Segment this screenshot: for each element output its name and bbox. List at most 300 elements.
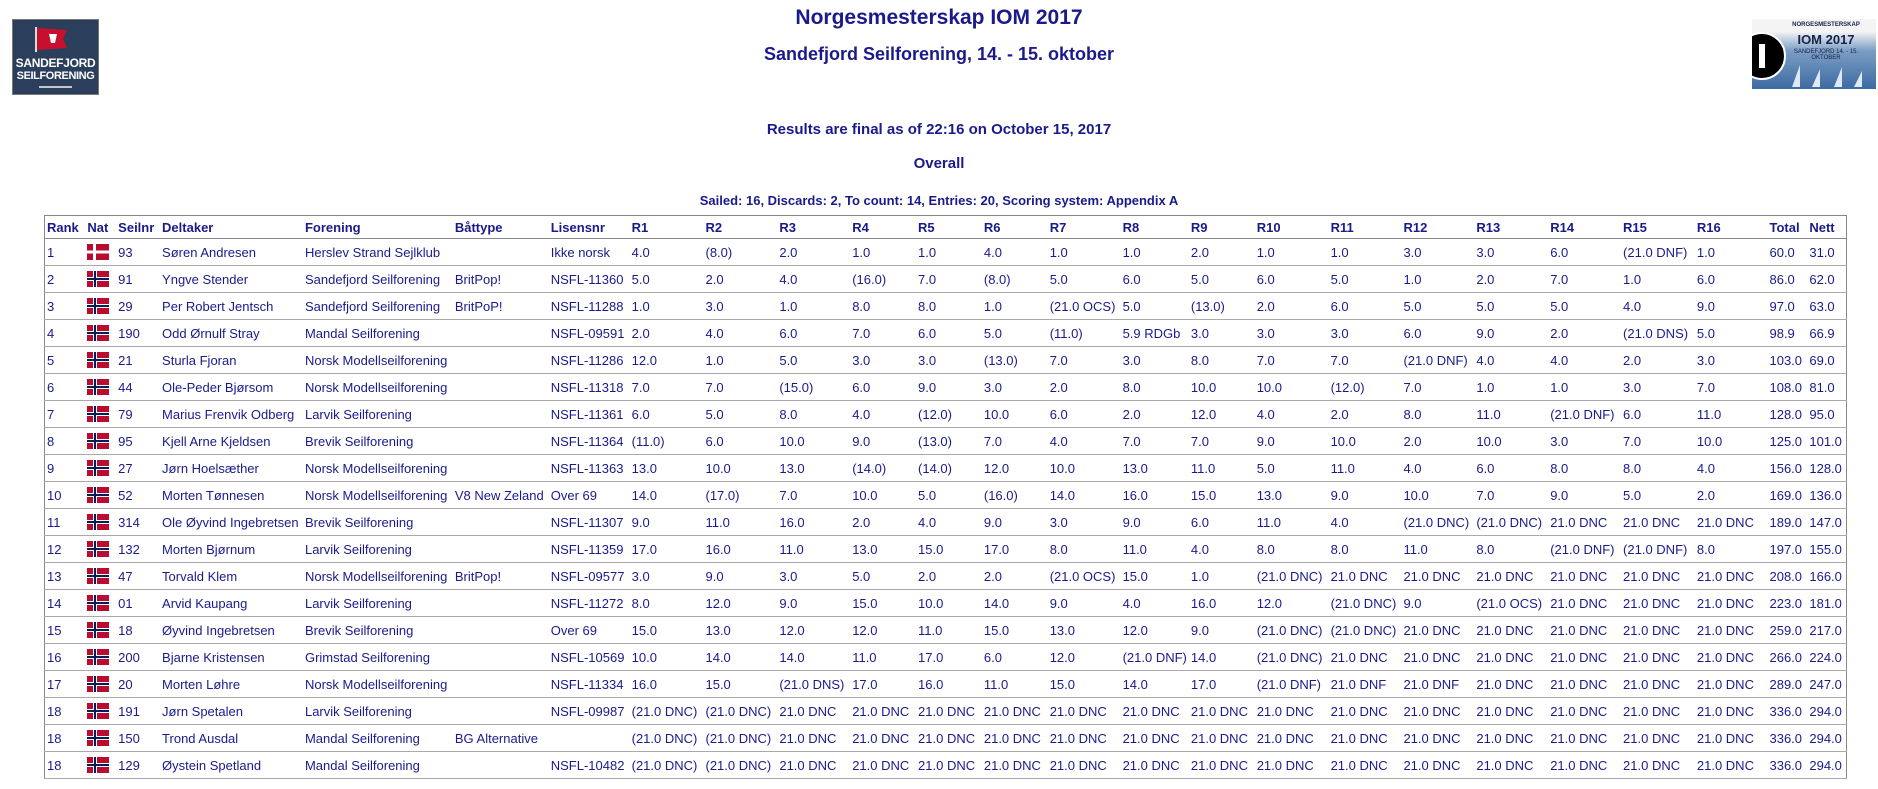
norway-flag-icon (85, 374, 116, 401)
table-cell: 125.0 (1767, 428, 1807, 455)
table-cell: 1.0 (1255, 239, 1329, 266)
table-cell (453, 455, 549, 482)
column-header: R7 (1048, 216, 1121, 239)
table-cell (453, 752, 549, 779)
table-cell: NSFL-11286 (549, 347, 630, 374)
norway-flag-icon (87, 460, 109, 476)
table-cell: 147.0 (1807, 509, 1846, 536)
column-header: R2 (703, 216, 777, 239)
table-cell: 21.0 DNC (1474, 725, 1548, 752)
table-cell: 5.0 (850, 563, 916, 590)
table-cell: 6.0 (1121, 266, 1189, 293)
table-cell: 21.0 DNC (1255, 725, 1329, 752)
table-cell: 7.0 (850, 320, 916, 347)
table-cell: 1.0 (1548, 374, 1621, 401)
table-cell: 2.0 (1329, 401, 1402, 428)
table-cell: (21.0 DNC) (1255, 563, 1329, 590)
table-cell: (21.0 DNC) (630, 725, 704, 752)
table-cell: 16.0 (1121, 482, 1189, 509)
table-cell: 7.0 (1189, 428, 1255, 455)
table-cell: 294.0 (1807, 725, 1846, 752)
table-cell: 3.0 (1121, 347, 1189, 374)
table-cell (453, 320, 549, 347)
table-cell: 12.0 (1189, 401, 1255, 428)
table-cell: 6.0 (850, 374, 916, 401)
table-cell: 21.0 DNC (1695, 644, 1768, 671)
table-cell: 266.0 (1767, 644, 1807, 671)
table-cell: 9.0 (1548, 482, 1621, 509)
table-cell: 8 (45, 428, 86, 455)
table-cell: 14.0 (703, 644, 777, 671)
table-cell: 18 (45, 698, 86, 725)
table-cell: 21.0 DNC (1621, 590, 1695, 617)
table-cell: 336.0 (1767, 725, 1807, 752)
table-cell: Sturla Fjoran (160, 347, 303, 374)
table-cell: 10.0 (916, 590, 982, 617)
norway-flag-icon (87, 487, 109, 503)
norway-flag-icon (87, 352, 109, 368)
table-cell: 21.0 DNC (1121, 752, 1189, 779)
table-cell: 2.0 (1189, 239, 1255, 266)
table-cell: 52 (116, 482, 160, 509)
results-table (44, 215, 1847, 779)
table-cell: 13.0 (777, 455, 850, 482)
table-cell: 21.0 DNC (982, 752, 1048, 779)
table-cell: 2.0 (1548, 320, 1621, 347)
table-cell: 13 (45, 563, 86, 590)
table-cell: 5.0 (1621, 482, 1695, 509)
table-cell: 7.0 (1048, 347, 1121, 374)
table-cell: Ole Øyvind Ingebretsen (160, 509, 303, 536)
column-header: Total (1767, 216, 1807, 239)
table-cell: NSFL-11359 (549, 536, 630, 563)
column-header: R11 (1329, 216, 1402, 239)
table-cell: (21.0 DNF) (1401, 347, 1474, 374)
norway-flag-icon (85, 293, 116, 320)
table-row (45, 671, 1847, 698)
norway-flag-icon (87, 568, 109, 584)
table-cell: 4.0 (1189, 536, 1255, 563)
table-cell: 21.0 DNC (1401, 617, 1474, 644)
logo-divider (39, 86, 72, 88)
table-cell: 103.0 (1767, 347, 1807, 374)
column-header: Nett (1807, 216, 1846, 239)
table-cell: Jørn Spetalen (160, 698, 303, 725)
table-cell: 190 (116, 320, 160, 347)
table-cell: 31.0 (1807, 239, 1846, 266)
table-cell: 21.0 DNC (1048, 725, 1121, 752)
norway-flag-icon (87, 271, 109, 287)
table-cell: 14.0 (630, 482, 704, 509)
section-heading: Overall (913, 155, 965, 172)
table-cell: 5.0 (982, 320, 1048, 347)
table-cell: 21.0 DNC (1548, 725, 1621, 752)
table-row (45, 239, 1847, 266)
table-cell: 63.0 (1807, 293, 1846, 320)
table-cell: (14.0) (850, 455, 916, 482)
table-cell: 21.0 DNC (1548, 563, 1621, 590)
table-cell: 7.0 (1121, 428, 1189, 455)
table-cell: 21.0 DNC (1401, 752, 1474, 779)
table-cell: 4.0 (1255, 401, 1329, 428)
table-cell: 10.0 (1401, 482, 1474, 509)
table-cell: V8 New Zeland (453, 482, 549, 509)
page-title: Norgesmesterskap IOM 2017 (795, 6, 1083, 29)
table-cell: 1.0 (1121, 239, 1189, 266)
table-cell: Morten Tønnesen (160, 482, 303, 509)
table-cell (549, 725, 630, 752)
table-cell: 9.0 (982, 509, 1048, 536)
table-cell: 8.0 (1401, 401, 1474, 428)
table-cell: 21.0 DNC (1189, 698, 1255, 725)
table-cell: (16.0) (850, 266, 916, 293)
table-cell: 6.0 (703, 428, 777, 455)
table-cell: 136.0 (1807, 482, 1846, 509)
table-cell: 5.9 RDGb (1121, 320, 1189, 347)
table-cell: Jørn Hoelsæther (160, 455, 303, 482)
norway-flag-icon (87, 325, 109, 341)
table-cell: 15.0 (916, 536, 982, 563)
table-cell: 21.0 DNC (1189, 725, 1255, 752)
table-cell: 44 (116, 374, 160, 401)
table-cell: (21.0 DNC) (703, 725, 777, 752)
table-cell: 8.0 (1048, 536, 1121, 563)
table-cell: 12.0 (850, 617, 916, 644)
table-cell: 4.0 (1621, 293, 1695, 320)
table-cell: 11.0 (1329, 455, 1402, 482)
table-cell: Morten Bjørnum (160, 536, 303, 563)
table-cell: 9.0 (777, 590, 850, 617)
table-cell: 95.0 (1807, 401, 1846, 428)
column-header: Rank (45, 216, 86, 239)
table-cell: (21.0 DNC) (1255, 617, 1329, 644)
table-cell: 2.0 (1121, 401, 1189, 428)
table-cell: Brevik Seilforening (303, 509, 453, 536)
table-cell: Per Robert Jentsch (160, 293, 303, 320)
table-cell: 8.0 (1329, 536, 1402, 563)
table-cell: 8.0 (916, 293, 982, 320)
norway-flag-icon (87, 676, 109, 692)
table-cell: 12.0 (982, 455, 1048, 482)
table-cell: 16.0 (916, 671, 982, 698)
table-cell: Kjell Arne Kjeldsen (160, 428, 303, 455)
table-cell: 14.0 (1048, 482, 1121, 509)
table-cell: 9.0 (1474, 320, 1548, 347)
table-cell: 13.0 (1255, 482, 1329, 509)
norway-flag-icon (85, 266, 116, 293)
table-cell: 62.0 (1807, 266, 1846, 293)
table-cell: 17.0 (916, 644, 982, 671)
denmark-flag-icon (87, 244, 109, 260)
table-cell: (21.0 DNC) (1474, 509, 1548, 536)
table-cell: 21.0 DNC (1329, 725, 1402, 752)
table-cell: 13.0 (630, 455, 704, 482)
table-cell: BG Alternative (453, 725, 549, 752)
table-cell: NSFL-09577 (549, 563, 630, 590)
table-cell: (21.0 OCS) (1048, 563, 1121, 590)
table-cell: NSFL-11363 (549, 455, 630, 482)
scoring-summary: Sailed: 16, Discards: 2, To count: 14, Entries: 20, Scoring system: Appendix A (699, 193, 1179, 208)
table-cell: 21.0 DNC (1695, 671, 1768, 698)
table-cell: 21.0 DNC (1695, 509, 1768, 536)
table-cell: 21.0 DNC (1548, 698, 1621, 725)
table-cell: 21.0 DNC (1401, 644, 1474, 671)
table-cell: 8.0 (1621, 455, 1695, 482)
table-cell: 2.0 (630, 320, 704, 347)
table-cell: 14.0 (777, 644, 850, 671)
table-cell: 21.0 DNC (1121, 698, 1189, 725)
table-cell: 9.0 (850, 428, 916, 455)
table-cell: Mandal Seilforening (303, 320, 453, 347)
table-cell: 3.0 (982, 374, 1048, 401)
table-cell: 18 (45, 725, 86, 752)
table-cell: 17.0 (630, 536, 704, 563)
table-cell: 128.0 (1807, 455, 1846, 482)
table-cell: 108.0 (1767, 374, 1807, 401)
table-cell: (21.0 DNC) (703, 752, 777, 779)
table-cell: 2.0 (703, 266, 777, 293)
table-cell: 336.0 (1767, 698, 1807, 725)
table-cell: 95 (116, 428, 160, 455)
table-cell: 16.0 (703, 536, 777, 563)
column-header: R12 (1401, 216, 1474, 239)
table-cell: 4.0 (777, 266, 850, 293)
table-cell: 9.0 (1255, 428, 1329, 455)
logo-right-line-2: IOM 2017 (1797, 32, 1855, 47)
norway-flag-icon (87, 298, 109, 314)
table-cell: 3.0 (1255, 320, 1329, 347)
table-cell: 15.0 (1048, 671, 1121, 698)
table-cell: 6.0 (982, 644, 1048, 671)
table-cell: 21.0 DNC (850, 725, 916, 752)
table-cell: 3.0 (1695, 347, 1768, 374)
table-cell: Norsk Modellseilforening (303, 455, 453, 482)
table-cell: (21.0 DNF) (1621, 239, 1695, 266)
table-cell: 1.0 (703, 347, 777, 374)
table-cell: 2.0 (1621, 347, 1695, 374)
table-cell: 4.0 (703, 320, 777, 347)
table-cell: 2.0 (777, 239, 850, 266)
table-cell: 10.0 (982, 401, 1048, 428)
table-cell: 10.0 (630, 644, 704, 671)
table-cell: Norsk Modellseilforening (303, 482, 453, 509)
table-cell: 21.0 DNC (1048, 752, 1121, 779)
table-cell: 156.0 (1767, 455, 1807, 482)
table-cell: 14.0 (1121, 671, 1189, 698)
table-cell: 21.0 DNC (850, 698, 916, 725)
table-cell (453, 644, 549, 671)
table-cell: 21.0 DNC (777, 752, 850, 779)
table-cell: 11.0 (1189, 455, 1255, 482)
table-cell: 13.0 (1048, 617, 1121, 644)
table-cell: 21.0 DNC (1329, 644, 1402, 671)
norway-flag-icon (87, 541, 109, 557)
table-cell: 7.0 (982, 428, 1048, 455)
table-cell: 21.0 DNC (982, 698, 1048, 725)
norway-flag-icon (87, 406, 109, 422)
table-cell (453, 617, 549, 644)
results-status: Results are final as of 22:16 on October 15, 2017 (766, 121, 1112, 138)
table-cell: 21.0 DNC (777, 698, 850, 725)
table-cell: 1.0 (982, 293, 1048, 320)
table-cell: 1.0 (1474, 374, 1548, 401)
table-cell: 223.0 (1767, 590, 1807, 617)
norway-flag-icon (85, 536, 116, 563)
table-cell: (21.0 DNC) (1401, 509, 1474, 536)
table-cell: NSFL-09591 (549, 320, 630, 347)
table-cell: 10.0 (1695, 428, 1768, 455)
table-cell: 3.0 (630, 563, 704, 590)
table-header-row (45, 216, 1847, 239)
table-cell: 01 (116, 590, 160, 617)
table-cell: Mandal Seilforening (303, 752, 453, 779)
table-cell: 4.0 (1474, 347, 1548, 374)
table-cell: 14.0 (982, 590, 1048, 617)
table-cell: 10.0 (777, 428, 850, 455)
table-cell: 21.0 DNC (1695, 590, 1768, 617)
table-cell: 8.0 (1695, 536, 1768, 563)
table-cell: 8.0 (777, 401, 850, 428)
table-cell: Brevik Seilforening (303, 617, 453, 644)
table-cell: 8.0 (850, 293, 916, 320)
table-cell (453, 536, 549, 563)
table-cell: 21.0 DNC (1621, 509, 1695, 536)
table-cell: 5.0 (1695, 320, 1768, 347)
table-cell: 12.0 (1121, 617, 1189, 644)
table-cell: 11.0 (982, 671, 1048, 698)
table-row (45, 374, 1847, 401)
table-cell: 224.0 (1807, 644, 1846, 671)
table-cell: Larvik Seilforening (303, 536, 453, 563)
table-cell: 11 (45, 509, 86, 536)
table-cell: 6.0 (916, 320, 982, 347)
table-cell: 21.0 DNC (916, 725, 982, 752)
table-cell: (21.0 DNC) (630, 698, 704, 725)
table-cell: 5.0 (1121, 293, 1189, 320)
table-row (45, 455, 1847, 482)
table-cell: 18 (45, 752, 86, 779)
column-header: R4 (850, 216, 916, 239)
table-cell: 11.0 (916, 617, 982, 644)
table-cell: Over 69 (549, 482, 630, 509)
table-cell: (12.0) (916, 401, 982, 428)
table-cell: 2.0 (1048, 374, 1121, 401)
table-cell: 21.0 DNC (1548, 671, 1621, 698)
table-cell: 8.0 (630, 590, 704, 617)
table-cell: 21.0 DNF (1401, 671, 1474, 698)
norway-flag-icon (85, 482, 116, 509)
table-cell: 17.0 (1189, 671, 1255, 698)
table-cell: 1.0 (1329, 239, 1402, 266)
table-cell: 5.0 (1255, 455, 1329, 482)
table-cell: (21.0 DNF) (1121, 644, 1189, 671)
table-cell: 4.0 (1048, 428, 1121, 455)
norway-flag-icon (87, 433, 109, 449)
table-row (45, 590, 1847, 617)
table-cell: 27 (116, 455, 160, 482)
table-cell: 21.0 DNC (1329, 563, 1402, 590)
table-cell: Marius Frenvik Odberg (160, 401, 303, 428)
table-cell: Arvid Kaupang (160, 590, 303, 617)
table-cell: 14.0 (1189, 644, 1255, 671)
norway-flag-icon (85, 752, 116, 779)
logo-right-line-1: NORGESMESTERSKAP (1792, 22, 1860, 28)
table-cell: 3.0 (1329, 320, 1402, 347)
table-row (45, 266, 1847, 293)
table-cell: 21.0 DNC (1695, 563, 1768, 590)
table-cell: 21.0 DNC (1329, 698, 1402, 725)
column-header: Lisensnr (549, 216, 630, 239)
table-cell: 21.0 DNC (1048, 698, 1121, 725)
table-cell: 4.0 (630, 239, 704, 266)
norway-flag-icon (87, 649, 109, 665)
table-cell: Norsk Modellseilforening (303, 374, 453, 401)
table-cell: 4.0 (916, 509, 982, 536)
table-cell: (21.0 DNS) (777, 671, 850, 698)
table-cell: NSFL-11307 (549, 509, 630, 536)
table-cell: NSFL-11364 (549, 428, 630, 455)
table-cell: NSFL-10569 (549, 644, 630, 671)
table-cell: 21.0 DNC (850, 752, 916, 779)
table-cell: 11.0 (777, 536, 850, 563)
table-cell: Yngve Stender (160, 266, 303, 293)
table-cell: 47 (116, 563, 160, 590)
table-cell: 21.0 DNC (1548, 752, 1621, 779)
table-cell: 21.0 DNC (982, 725, 1048, 752)
table-cell: 2.0 (1474, 266, 1548, 293)
table-row (45, 320, 1847, 347)
table-cell: 12.0 (1048, 644, 1121, 671)
table-cell: Mandal Seilforening (303, 725, 453, 752)
table-cell: 2.0 (1695, 482, 1768, 509)
denmark-flag-icon (85, 239, 116, 266)
table-cell: (21.0 DNS) (1621, 320, 1695, 347)
table-cell: Øystein Spetland (160, 752, 303, 779)
table-cell (453, 509, 549, 536)
table-cell: (21.0 DNF) (1255, 671, 1329, 698)
table-cell: 3.0 (1401, 239, 1474, 266)
column-header: Forening (303, 216, 453, 239)
table-cell: 9.0 (1189, 617, 1255, 644)
table-cell: (13.0) (916, 428, 982, 455)
norway-flag-icon (85, 644, 116, 671)
table-row (45, 752, 1847, 779)
table-cell: (8.0) (703, 239, 777, 266)
table-cell: 21.0 DNC (1329, 752, 1402, 779)
table-cell: (17.0) (703, 482, 777, 509)
table-cell: 21.0 DNC (916, 752, 982, 779)
table-cell: 4.0 (1548, 347, 1621, 374)
norway-flag-icon (85, 617, 116, 644)
table-cell (453, 671, 549, 698)
table-cell: (11.0) (1048, 320, 1121, 347)
table-cell: 4 (45, 320, 86, 347)
table-cell: 9.0 (1401, 590, 1474, 617)
column-header: R8 (1121, 216, 1189, 239)
table-row (45, 644, 1847, 671)
table-cell: 4.0 (1695, 455, 1768, 482)
table-cell: 11.0 (1255, 509, 1329, 536)
table-cell: (13.0) (1189, 293, 1255, 320)
table-cell: 2.0 (916, 563, 982, 590)
norway-flag-icon (85, 428, 116, 455)
table-cell: 2.0 (1401, 428, 1474, 455)
norway-flag-icon (87, 379, 109, 395)
table-cell: 289.0 (1767, 671, 1807, 698)
table-cell: 15.0 (982, 617, 1048, 644)
table-cell: 21.0 DNC (1255, 752, 1329, 779)
table-cell: (21.0 DNC) (630, 752, 704, 779)
